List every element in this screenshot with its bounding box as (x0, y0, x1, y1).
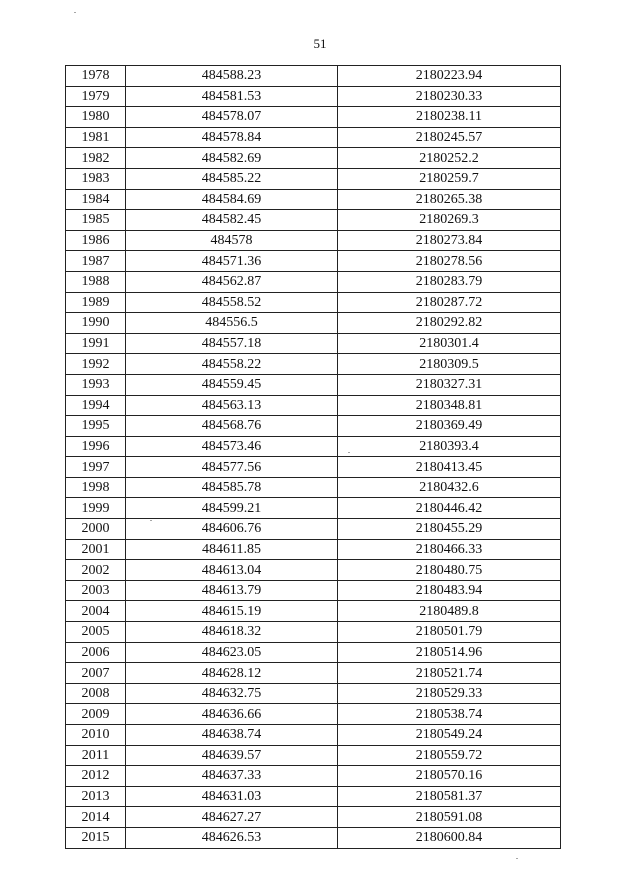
table-row (66, 374, 561, 395)
table-row (66, 436, 561, 457)
y-coordinate-cell: 2180223.94 (338, 66, 561, 87)
y-coordinate-cell: 2180483.94 (338, 580, 561, 601)
table-row (66, 601, 561, 622)
x-coordinate-cell: 484613.04 (126, 560, 338, 581)
y-coordinate-cell: 2180283.79 (338, 271, 561, 292)
x-coordinate-cell: 484615.19 (126, 601, 338, 622)
x-coordinate-cell: 484557.18 (126, 333, 338, 354)
y-coordinate-cell: 2180501.79 (338, 622, 561, 643)
table-row (66, 313, 561, 334)
x-coordinate-cell: 484568.76 (126, 416, 338, 437)
point-id-cell: 1994 (66, 395, 126, 416)
table-row (66, 477, 561, 498)
y-coordinate-cell: 2180466.33 (338, 539, 561, 560)
table-row (66, 66, 561, 87)
x-coordinate-cell: 484578.84 (126, 127, 338, 148)
y-coordinate-cell: 2180238.11 (338, 107, 561, 128)
x-coordinate-cell: 484571.36 (126, 251, 338, 272)
x-coordinate-cell: 484626.53 (126, 827, 338, 848)
point-id-cell: 1998 (66, 477, 126, 498)
y-coordinate-cell: 2180348.81 (338, 395, 561, 416)
table-row (66, 127, 561, 148)
table-row (66, 580, 561, 601)
y-coordinate-cell: 2180252.2 (338, 148, 561, 169)
y-coordinate-cell: 2180259.7 (338, 168, 561, 189)
x-coordinate-cell: 484585.22 (126, 168, 338, 189)
point-id-cell: 2002 (66, 560, 126, 581)
y-coordinate-cell: 2180514.96 (338, 642, 561, 663)
point-id-cell: 2003 (66, 580, 126, 601)
point-id-cell: 1995 (66, 416, 126, 437)
scan-speck (74, 12, 76, 13)
x-coordinate-cell: 484581.53 (126, 86, 338, 107)
point-id-cell: 1979 (66, 86, 126, 107)
table-row (66, 251, 561, 272)
x-coordinate-cell: 484582.45 (126, 210, 338, 231)
y-coordinate-cell: 2180269.3 (338, 210, 561, 231)
y-coordinate-cell: 2180245.57 (338, 127, 561, 148)
point-id-cell: 1999 (66, 498, 126, 519)
point-id-cell: 1997 (66, 457, 126, 478)
x-coordinate-cell: 484584.69 (126, 189, 338, 210)
table-row (66, 683, 561, 704)
table-row (66, 395, 561, 416)
coordinate-table-body (66, 66, 561, 849)
table-row (66, 86, 561, 107)
table-row (66, 827, 561, 848)
table-row (66, 333, 561, 354)
point-id-cell: 1991 (66, 333, 126, 354)
y-coordinate-cell: 2180432.6 (338, 477, 561, 498)
y-coordinate-cell: 2180327.31 (338, 374, 561, 395)
point-id-cell: 2009 (66, 704, 126, 725)
point-id-cell: 2015 (66, 827, 126, 848)
y-coordinate-cell: 2180581.37 (338, 786, 561, 807)
x-coordinate-cell: 484637.33 (126, 766, 338, 787)
table-row (66, 745, 561, 766)
x-coordinate-cell: 484562.87 (126, 271, 338, 292)
table-row (66, 107, 561, 128)
x-coordinate-cell: 484577.56 (126, 457, 338, 478)
y-coordinate-cell: 2180369.49 (338, 416, 561, 437)
table-row (66, 642, 561, 663)
x-coordinate-cell: 484599.21 (126, 498, 338, 519)
y-coordinate-cell: 2180489.8 (338, 601, 561, 622)
point-id-cell: 1987 (66, 251, 126, 272)
point-id-cell: 1992 (66, 354, 126, 375)
x-coordinate-cell: 484611.85 (126, 539, 338, 560)
x-coordinate-cell: 484578 (126, 230, 338, 251)
y-coordinate-cell: 2180278.56 (338, 251, 561, 272)
table-row (66, 416, 561, 437)
x-coordinate-cell: 484556.5 (126, 313, 338, 334)
y-coordinate-cell: 2180480.75 (338, 560, 561, 581)
scan-speck (348, 452, 350, 453)
y-coordinate-cell: 2180265.38 (338, 189, 561, 210)
y-coordinate-cell: 2180529.33 (338, 683, 561, 704)
point-id-cell: 1980 (66, 107, 126, 128)
page-number: 51 (313, 36, 327, 51)
point-id-cell: 2012 (66, 766, 126, 787)
y-coordinate-cell: 2180309.5 (338, 354, 561, 375)
x-coordinate-cell: 484578.07 (126, 107, 338, 128)
coordinate-table (65, 65, 561, 849)
y-coordinate-cell: 2180393.4 (338, 436, 561, 457)
point-id-cell: 2013 (66, 786, 126, 807)
y-coordinate-cell: 2180600.84 (338, 827, 561, 848)
x-coordinate-cell: 484628.12 (126, 663, 338, 684)
table-row (66, 498, 561, 519)
x-coordinate-cell: 484623.05 (126, 642, 338, 663)
x-coordinate-cell: 484573.46 (126, 436, 338, 457)
point-id-cell: 2000 (66, 519, 126, 540)
point-id-cell: 1996 (66, 436, 126, 457)
point-id-cell: 2007 (66, 663, 126, 684)
x-coordinate-cell: 484582.69 (126, 148, 338, 169)
point-id-cell: 1985 (66, 210, 126, 231)
table-row (66, 148, 561, 169)
table-row (66, 230, 561, 251)
x-coordinate-cell: 484585.78 (126, 477, 338, 498)
table-row (66, 189, 561, 210)
y-coordinate-cell: 2180455.29 (338, 519, 561, 540)
scan-speck (516, 858, 518, 859)
table-row (66, 168, 561, 189)
x-coordinate-cell: 484613.79 (126, 580, 338, 601)
point-id-cell: 2014 (66, 807, 126, 828)
point-id-cell: 1981 (66, 127, 126, 148)
point-id-cell: 1986 (66, 230, 126, 251)
y-coordinate-cell: 2180273.84 (338, 230, 561, 251)
x-coordinate-cell: 484618.32 (126, 622, 338, 643)
point-id-cell: 1982 (66, 148, 126, 169)
table-row (66, 539, 561, 560)
x-coordinate-cell: 484563.13 (126, 395, 338, 416)
point-id-cell: 2008 (66, 683, 126, 704)
point-id-cell: 1993 (66, 374, 126, 395)
y-coordinate-cell: 2180549.24 (338, 725, 561, 746)
scan-speck (150, 520, 152, 521)
point-id-cell: 1989 (66, 292, 126, 313)
table-row (66, 457, 561, 478)
table-row (66, 786, 561, 807)
y-coordinate-cell: 2180287.72 (338, 292, 561, 313)
x-coordinate-cell: 484627.27 (126, 807, 338, 828)
x-coordinate-cell: 484558.22 (126, 354, 338, 375)
y-coordinate-cell: 2180559.72 (338, 745, 561, 766)
x-coordinate-cell: 484558.52 (126, 292, 338, 313)
point-id-cell: 2006 (66, 642, 126, 663)
y-coordinate-cell: 2180301.4 (338, 333, 561, 354)
x-coordinate-cell: 484638.74 (126, 725, 338, 746)
x-coordinate-cell: 484639.57 (126, 745, 338, 766)
y-coordinate-cell: 2180570.16 (338, 766, 561, 787)
point-id-cell: 2004 (66, 601, 126, 622)
point-id-cell: 2001 (66, 539, 126, 560)
table-row (66, 292, 561, 313)
y-coordinate-cell: 2180521.74 (338, 663, 561, 684)
table-row (66, 807, 561, 828)
table-row (66, 704, 561, 725)
y-coordinate-cell: 2180446.42 (338, 498, 561, 519)
x-coordinate-cell: 484631.03 (126, 786, 338, 807)
x-coordinate-cell: 484636.66 (126, 704, 338, 725)
x-coordinate-cell: 484588.23 (126, 66, 338, 87)
x-coordinate-cell: 484559.45 (126, 374, 338, 395)
y-coordinate-cell: 2180538.74 (338, 704, 561, 725)
point-id-cell: 1990 (66, 313, 126, 334)
y-coordinate-cell: 2180591.08 (338, 807, 561, 828)
table-row (66, 663, 561, 684)
table-row (66, 354, 561, 375)
table-row (66, 622, 561, 643)
table-row (66, 519, 561, 540)
point-id-cell: 1984 (66, 189, 126, 210)
table-row (66, 766, 561, 787)
x-coordinate-cell: 484606.76 (126, 519, 338, 540)
point-id-cell: 1988 (66, 271, 126, 292)
point-id-cell: 1983 (66, 168, 126, 189)
point-id-cell: 2011 (66, 745, 126, 766)
point-id-cell: 1978 (66, 66, 126, 87)
table-row (66, 560, 561, 581)
y-coordinate-cell: 2180230.33 (338, 86, 561, 107)
table-row (66, 271, 561, 292)
table-row (66, 210, 561, 231)
point-id-cell: 2010 (66, 725, 126, 746)
y-coordinate-cell: 2180292.82 (338, 313, 561, 334)
point-id-cell: 2005 (66, 622, 126, 643)
y-coordinate-cell: 2180413.45 (338, 457, 561, 478)
table-row (66, 725, 561, 746)
x-coordinate-cell: 484632.75 (126, 683, 338, 704)
